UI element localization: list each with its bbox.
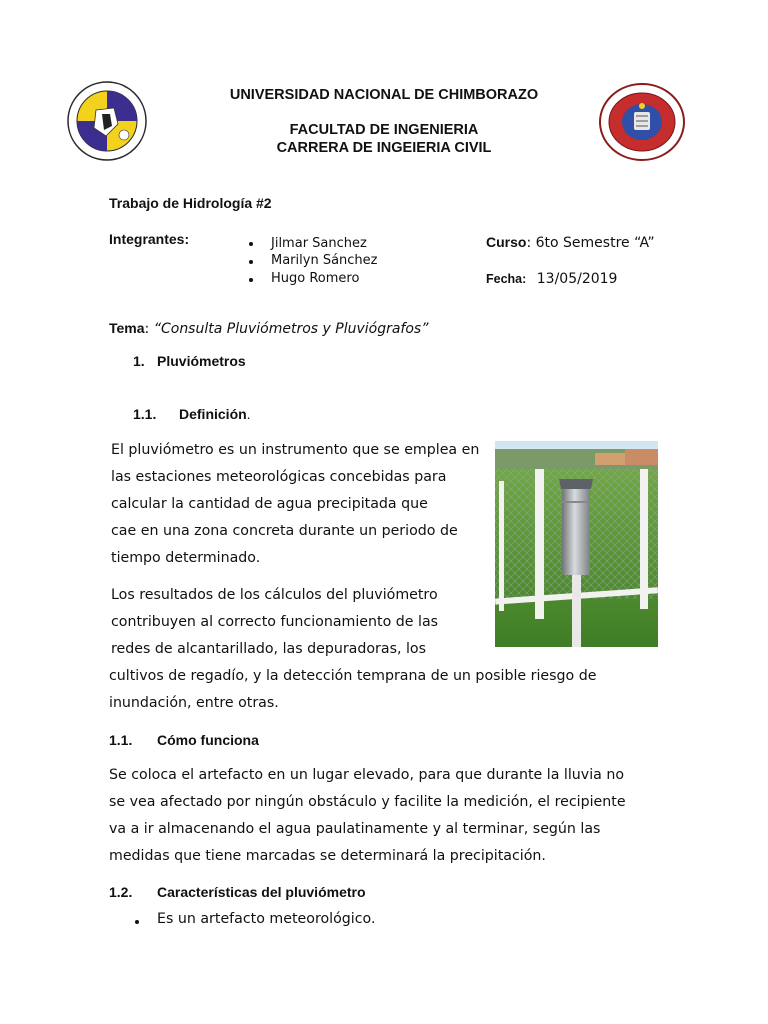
text-line: las estaciones meteorológicas concebidas para — [111, 469, 447, 485]
text-line: medidas que tiene marcadas se determinará la precipitación. — [109, 848, 546, 864]
bullet-icon — [135, 920, 139, 924]
subsection-number: 1.2. — [109, 884, 133, 900]
text-line: Los resultados de los cálculos del pluviómetro — [111, 587, 438, 603]
date-label: Fecha: — [486, 272, 527, 286]
rain-gauge-photo — [495, 441, 658, 647]
subsection-number: 1.1. — [109, 732, 133, 748]
topic-value: “Consulta Pluviómetros y Pluviógrafos” — [153, 321, 429, 337]
text-line: tiempo determinado. — [111, 550, 261, 566]
subsection-title: Cómo funciona — [157, 732, 259, 748]
text-line: contribuyen al correcto funcionamiento de las — [111, 614, 439, 630]
topic-line: Tema: “Consulta Pluviómetros y Pluviógrafos” — [109, 320, 429, 337]
members-label: Integrantes: — [109, 231, 190, 247]
results-paragraph — [111, 582, 483, 663]
faculty-name: FACULTAD DE INGENIERIA — [289, 122, 479, 138]
member-name: Hugo Romero — [271, 271, 360, 286]
text-line: cultivos de regadío, y la detección temprana de un posible riesgo de — [109, 668, 597, 684]
section-number: 1. — [133, 353, 145, 369]
work-title: Trabajo de Hidrología #2 — [109, 195, 272, 211]
bullet-icon — [249, 260, 253, 264]
subsection-heading: Definición. — [179, 406, 251, 422]
course-label: Curso — [486, 234, 527, 250]
date-line — [486, 271, 617, 287]
results-paragraph-cont — [109, 663, 657, 717]
feature-item: Es un artefacto meteorológico. — [157, 911, 376, 927]
career-name: CARRERA DE INGEIERIA CIVIL — [276, 140, 492, 156]
bullet-icon — [249, 278, 253, 282]
bullet-icon — [249, 242, 253, 246]
text-line: redes de alcantarillado, las depuradoras, los — [111, 641, 426, 657]
course-value: 6to Semestre “A” — [535, 235, 655, 251]
member-name: Marilyn Sánchez — [271, 253, 378, 268]
section-title: Pluviómetros — [157, 353, 246, 369]
subsection-title: Características del pluviómetro — [157, 884, 366, 900]
member-name: Jilmar Sanchez — [271, 236, 367, 251]
text-line: va a ir almacenando el agua paulatinamente y al terminar, según las — [109, 821, 601, 837]
text-line: Se coloca el artefacto en un lugar elevado, para que durante la lluvia no — [109, 767, 625, 783]
subsection-title: Definición — [179, 406, 247, 422]
course-line: Curso: 6to Semestre “A” — [486, 234, 655, 251]
definition-paragraph — [111, 437, 483, 572]
text-line: inundación, entre otras. — [109, 695, 279, 711]
text-line: cae en una zona concreta durante un periodo de — [111, 523, 458, 539]
university-name: UNIVERSIDAD NACIONAL DE CHIMBORAZO — [229, 87, 539, 103]
text-line: El pluviómetro es un instrumento que se emplea en — [111, 442, 480, 458]
text-line: se vea afectado por ningún obstáculo y facilite la medición, el recipiente — [109, 794, 626, 810]
subsection-number: 1.1. — [133, 406, 157, 422]
date-value: 13/05/2019 — [536, 271, 618, 287]
how-paragraph — [109, 762, 657, 870]
text-line: calcular la cantidad de agua precipitada que — [111, 496, 428, 512]
topic-label: Tema — [109, 320, 145, 336]
